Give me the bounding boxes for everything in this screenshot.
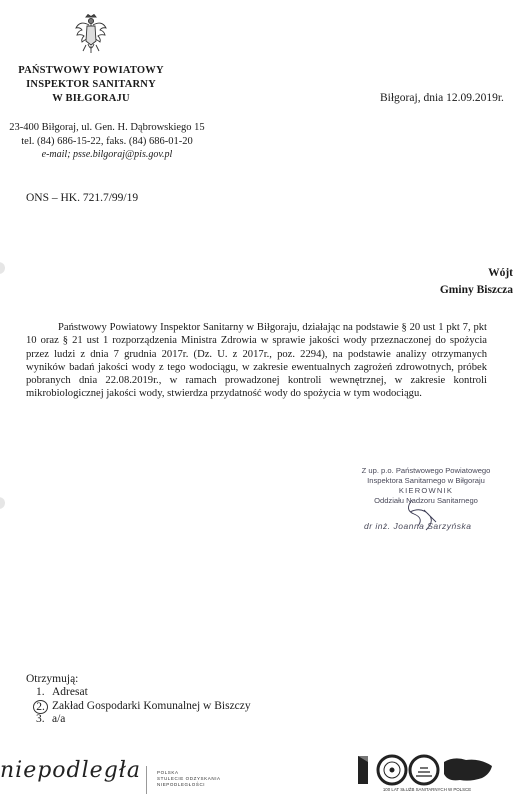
100-lat-logo-icon [356, 752, 498, 786]
list-item-text: a/a [52, 713, 66, 726]
list-item-number: 3. [36, 713, 45, 726]
anniversary-caption: 100 LAT SŁUŻB SANITARNYCH W POLSCE [382, 787, 472, 792]
list-item [36, 713, 251, 726]
punch-hole [0, 262, 5, 274]
caption-line: NIEPODLEGŁOŚCI [157, 782, 206, 788]
list-item-number [36, 700, 48, 714]
address-line: 23-400 Biłgoraj, ul. Gen. H. Dąbrowskiego 15 [9, 122, 205, 133]
recipient-name: Gminy Biszcza [439, 284, 513, 296]
email-line: e-mail; psse.bilgoraj@pis.gov.pl [41, 149, 173, 160]
stamp-line: KIEROWNIK [398, 486, 454, 495]
address-line: tel. (84) 686-15-22, faks. (84) 686-01-20 [21, 135, 193, 147]
stamp-line: Z up. p.o. Państwowego Powiatowego [361, 466, 491, 475]
list-item-text: Zakład Gospodarki Komunalnej w Biszczy [52, 699, 251, 712]
list-item-text: Adresat [52, 686, 88, 699]
independence-caption [157, 770, 221, 789]
issuer-line: W BIŁGORAJU [52, 93, 130, 104]
distribution-list [26, 673, 251, 727]
list-item [36, 700, 251, 713]
recipient-block [440, 265, 513, 299]
signer-name: dr inż. Joanna Sarzyńska [364, 521, 472, 531]
punch-hole [0, 497, 5, 509]
list-item-number: 1. [36, 686, 45, 699]
letter-body: Państwowy Powiatowy Inspektor Sanitarny w Biłgoraju, działając na podstawie § 20 ust 1 pkt 7, pkt 10 oraz § 21 ust 1 rozporządzenia Ministra Zdrowia w sprawie jakości wody przeznaczonej do spożycia przez ludzi z dnia 7 grudnia 2017r. (Dz. U. z 2017r., poz. 2294), na podstawie analizy otrzymanych wyników badań jakości wody z tego wodociągu, w zakresie ewentualnych zagrożeń zdrowotnych, próbek pobranych dnia 22.08.2019r., w ramach prowadzonej kontroli wewnętrznej, w zakresie kontroli mikrobiologicznej jakości wody, stwierdza przydatność wody do spożycia w tym wodociągu. [26, 322, 487, 400]
distribution-heading: Otrzymują: [26, 673, 79, 685]
reference-number: ONS – HK. 721.7/99/19 [26, 192, 139, 204]
polish-eagle-emblem-icon [74, 14, 108, 54]
caption-line: STULECIE ODZYSKANIA [157, 776, 221, 782]
issuer-line: INSPEKTOR SANITARNY [26, 79, 156, 90]
stamp-line: Inspektora Sanitarnego w Biłgoraju [367, 476, 485, 485]
issuer-address [0, 121, 214, 162]
issuer-name [0, 64, 182, 106]
circled-number: 2. [33, 700, 48, 714]
stamp-line: Oddziału Nadzoru Sanitarnego [374, 496, 478, 505]
recipient-title: Wójt [488, 267, 513, 279]
niepodlegla-logo: niepodległa [0, 758, 142, 783]
document-date: Biłgoraj, dnia 12.09.2019r. [380, 92, 504, 104]
issuer-line: PAŃSTWOWY POWIATOWY [18, 65, 164, 76]
list-item [36, 686, 251, 699]
footer-divider [146, 766, 147, 794]
caption-line: POLSKA [157, 770, 179, 775]
